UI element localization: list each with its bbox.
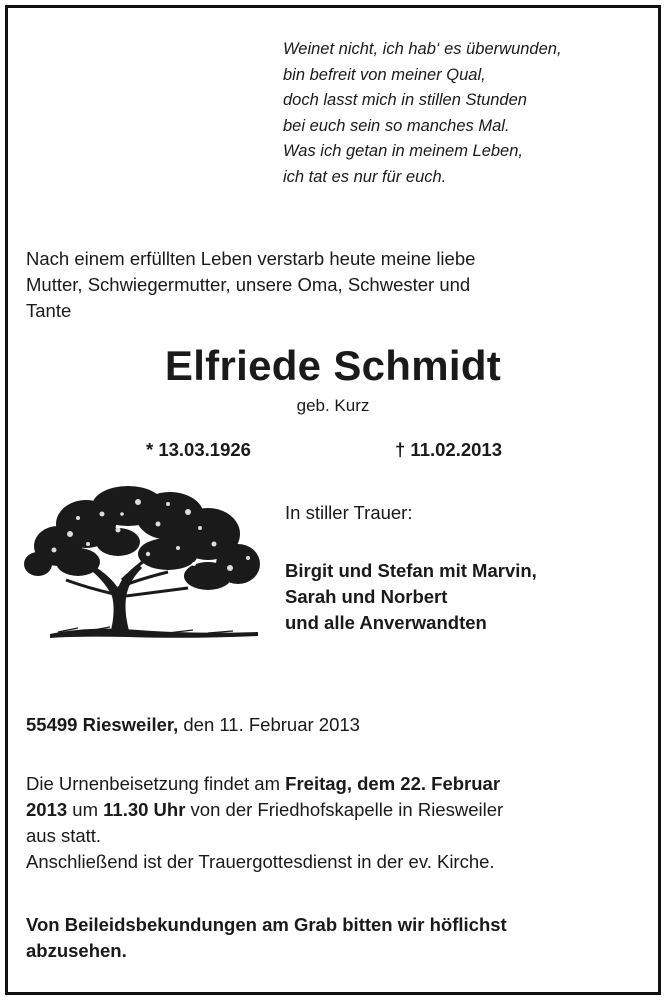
poem-line: bin befreit von meiner Qual, xyxy=(283,65,486,84)
death-date: † 11.02.2013 xyxy=(395,439,502,460)
poem-line: doch lasst mich in stillen Stunden xyxy=(283,91,527,109)
birth-date: * 13.03.1926 xyxy=(146,439,251,460)
funeral-text: Die Urnenbeisetzung findet am xyxy=(26,773,286,794)
place-date xyxy=(26,714,360,736)
funeral-year: 2013 xyxy=(26,799,68,820)
place: 55499 Riesweiler, xyxy=(26,714,179,735)
birth-name: geb. Kurz xyxy=(296,396,370,415)
poem xyxy=(283,37,643,190)
date: den 11. Februar 2013 xyxy=(183,714,360,735)
funeral-time: 11.30 Uhr xyxy=(103,799,186,820)
poem-line: Was ich getan in meinem Leben, xyxy=(283,142,523,160)
funeral-line xyxy=(26,797,646,823)
funeral-text: von der Friedhofskapelle in Riesweiler xyxy=(185,799,504,820)
funeral-day: Freitag, dem 22. Februar xyxy=(285,773,501,794)
mourner-line: Sarah und Norbert xyxy=(285,586,448,607)
deceased-name: Elfriede Schmidt xyxy=(164,342,502,389)
tree-illustration xyxy=(18,484,266,642)
funeral-info xyxy=(26,771,646,875)
poem-line: Weinet nicht, ich hab‘ es überwunden, xyxy=(283,40,562,58)
intro-text xyxy=(26,246,626,324)
poem-line: bei euch sein so manches Mal. xyxy=(283,116,510,135)
mourner-line: und alle Anverwandten xyxy=(285,612,487,633)
funeral-text: um xyxy=(67,799,104,820)
mourning-heading: In stiller Trauer: xyxy=(285,502,413,523)
funeral-line: Anschließend ist der Trauergottesdienst in der ev. Kirche. xyxy=(26,851,495,872)
poem-line: ich tat es nur für euch. xyxy=(283,167,447,186)
funeral-line xyxy=(26,771,646,797)
funeral-line: aus statt. xyxy=(26,825,102,846)
intro-line: Tante xyxy=(26,300,72,321)
condolence-request xyxy=(26,912,507,964)
mourners-list xyxy=(285,558,537,636)
mourner-line: Birgit und Stefan mit Marvin, xyxy=(285,560,537,581)
intro-line: Nach einem erfüllten Leben verstarb heute meine liebe xyxy=(26,248,476,269)
request-line: abzusehen. xyxy=(26,940,127,961)
intro-line: Mutter, Schwiegermutter, unsere Oma, Schwester und xyxy=(26,274,471,295)
request-line: Von Beileidsbekundungen am Grab bitten wir höflichst xyxy=(26,914,507,935)
